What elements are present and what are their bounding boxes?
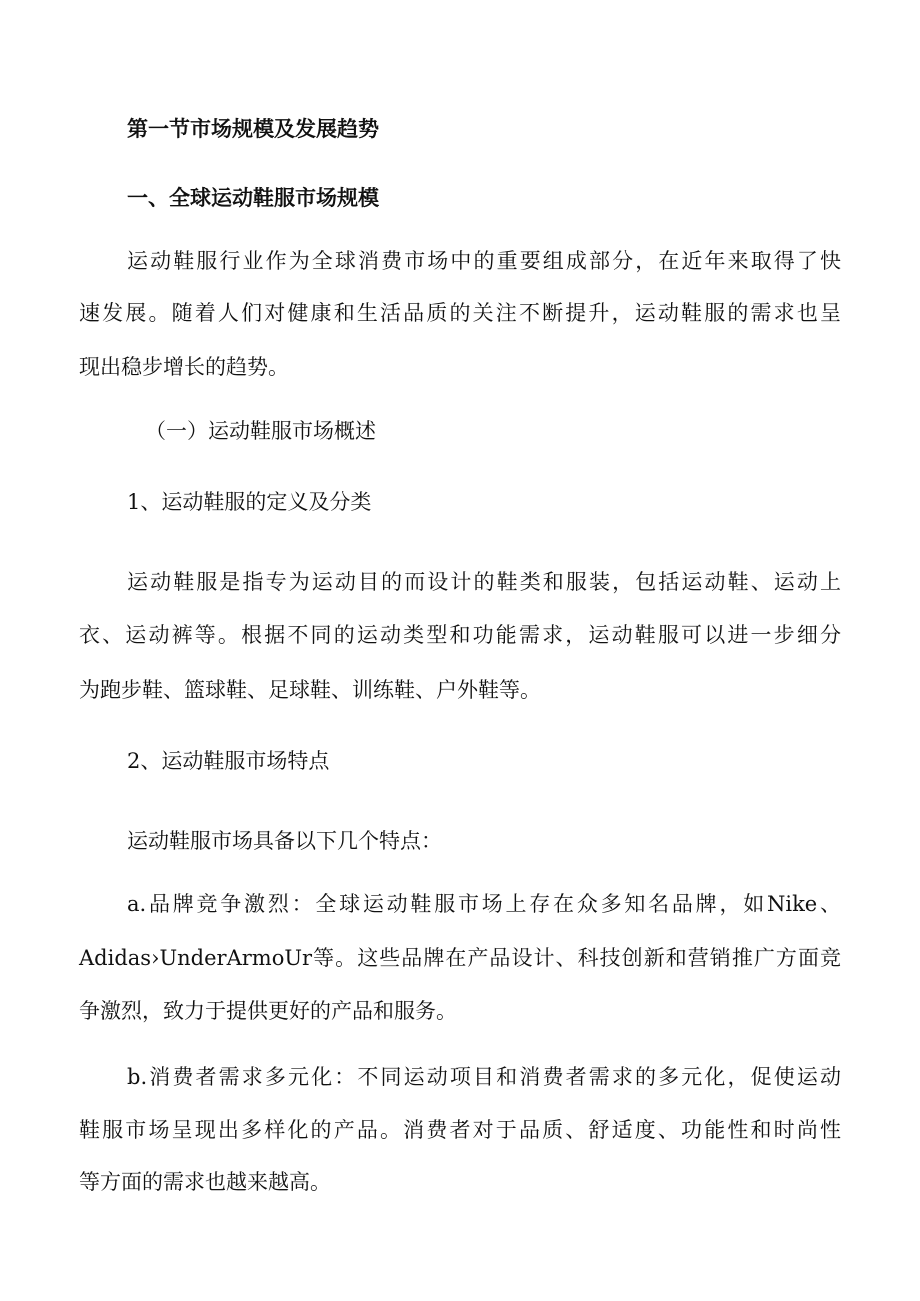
heading-global-market-size: 一、全球运动鞋服市场规模: [127, 185, 379, 210]
intro-line-1: 运动鞋服行业作为全球消费市场中的重要组成部分，在近年来取得了快: [127, 249, 841, 273]
feature-b-line-1: b.消费者需求多元化：不同运动项目和消费者需求的多元化，促使运动: [127, 1065, 841, 1089]
intro-line-2: 速发展。随着人们对健康和生活品质的关注不断提升，运动鞋服的需求也呈: [79, 301, 841, 325]
feature-b-line-2: 鞋服市场呈现出多样化的产品。消费者对于品质、舒适度、功能性和时尚性: [79, 1118, 841, 1142]
features-intro: 运动鞋服市场具备以下几个特点：: [127, 829, 442, 853]
feature-a-line-3: 争激烈，致力于提供更好的产品和服务。: [79, 999, 457, 1023]
feature-b-line-3: 等方面的需求也越来越高。: [79, 1170, 331, 1194]
item-2-title: 2、运动鞋服市场特点: [127, 749, 330, 773]
item-1-title: 1、运动鞋服的定义及分类: [127, 490, 372, 514]
definition-line-3: 为跑步鞋、篮球鞋、足球鞋、训练鞋、户外鞋等。: [79, 678, 541, 702]
feature-a-line-1: a.品牌竞争激烈：全球运动鞋服市场上存在众多知名品牌，如Nike、: [127, 892, 841, 916]
subheading-market-overview: （一）运动鞋服市场概述: [145, 419, 376, 443]
definition-line-1: 运动鞋服是指专为运动目的而设计的鞋类和服装，包括运动鞋、运动上: [127, 570, 841, 594]
intro-line-3: 现出稳步增长的趋势。: [79, 355, 289, 379]
feature-a-line-2: Adidas›UnderArmoUr等。这些品牌在产品设计、科技创新和营销推广方面竞: [79, 946, 841, 970]
section-title: 第一节市场规模及发展趋势: [127, 116, 379, 141]
definition-line-2: 衣、运动裤等。根据不同的运动类型和功能需求，运动鞋服可以进一步细分: [79, 623, 841, 647]
